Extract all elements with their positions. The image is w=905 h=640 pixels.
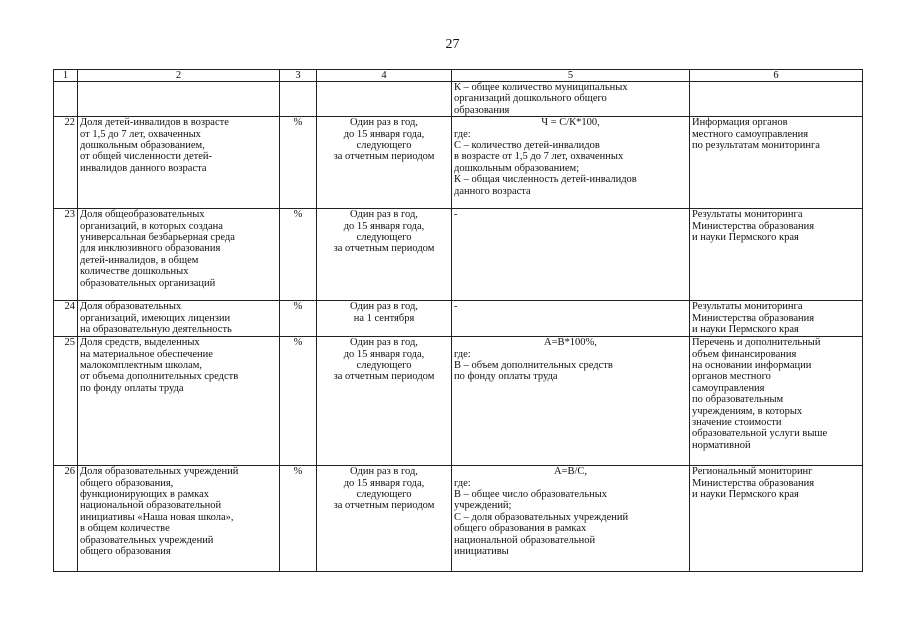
period-line: до 15 января года, — [343, 220, 425, 232]
indicator-cell — [78, 209, 280, 301]
row-number-cell: 24 — [54, 301, 78, 337]
method-cell — [452, 117, 690, 209]
column-header: 2 — [78, 70, 280, 82]
source-cell — [690, 301, 863, 337]
source-cell — [690, 337, 863, 466]
indicator-cell — [78, 301, 280, 337]
indicator-line: общего образования, — [80, 477, 174, 489]
table-row — [54, 209, 863, 301]
source-line: самоуправления — [692, 382, 765, 394]
indicator-line: Доля общеобразовательных — [80, 209, 205, 221]
period-line: Один раз в год, — [350, 301, 418, 313]
unit-cell: % — [280, 209, 317, 301]
indicator-line: от объема дополнительных средств — [80, 371, 239, 383]
indicator-line: на материальное обеспечение — [80, 348, 213, 360]
period-line: следующего — [356, 232, 412, 244]
source-line: Министерства образования — [692, 312, 815, 324]
table-row — [54, 301, 863, 337]
method-line: данного возраста — [454, 185, 531, 197]
method-line: - — [454, 301, 458, 313]
method-line: К – общее количество муниципальных — [454, 82, 628, 93]
period-line: до 15 января года, — [343, 128, 425, 140]
source-line: нормативной — [692, 439, 751, 451]
source-line: образовательной услуги выше — [692, 428, 828, 440]
method-line: С – количество детей-инвалидов — [454, 140, 600, 152]
method-line: К – общая численность детей-инвалидов — [454, 174, 637, 186]
method-line: инициативы — [454, 546, 509, 558]
period-line: за отчетным периодом — [333, 151, 435, 163]
indicator-line: в общем количестве — [80, 523, 170, 535]
period-cell — [317, 82, 452, 117]
method-line: В – объем дополнительных средств — [454, 360, 613, 372]
formula: А=В*100%, — [544, 337, 597, 349]
period-cell — [317, 337, 452, 466]
period-line: следующего — [356, 140, 412, 152]
source-line: значение стоимости — [692, 417, 782, 429]
source-cell — [690, 466, 863, 572]
method-line: С – доля образовательных учреждений — [454, 511, 629, 523]
period-line: Один раз в год, — [350, 337, 418, 349]
source-line: Региональный мониторинг — [692, 466, 813, 478]
method-cell — [452, 209, 690, 301]
unit-cell: % — [280, 337, 317, 466]
source-line: Перечень и дополнительный — [692, 337, 821, 349]
indicator-cell — [78, 337, 280, 466]
row-number-cell: 22 — [54, 117, 78, 209]
row-number-cell: 23 — [54, 209, 78, 301]
period-line: на 1 сентября — [353, 312, 415, 324]
source-line: Результаты мониторинга — [692, 209, 803, 221]
method-line: организаций дошкольного общего — [454, 93, 607, 105]
table-row — [54, 82, 863, 117]
unit-cell: % — [280, 117, 317, 209]
source-line: по образовательным — [692, 394, 784, 406]
indicator-line: дошкольным образованием, — [80, 140, 205, 152]
period-line: за отчетным периодом — [333, 500, 435, 512]
period-line: до 15 января года, — [343, 477, 425, 489]
unit-cell — [280, 82, 317, 117]
indicator-line: для инклюзивного образования — [80, 243, 221, 255]
column-header: 3 — [280, 70, 317, 82]
source-cell — [690, 117, 863, 209]
table-row — [54, 466, 863, 572]
period-line: до 15 января года, — [343, 348, 425, 360]
formula: А=В/С, — [553, 466, 588, 478]
indicator-line: количестве дошкольных — [80, 266, 189, 278]
method-cell — [452, 301, 690, 337]
column-header: 4 — [317, 70, 452, 82]
source-line: Результаты мониторинга — [692, 301, 803, 313]
indicator-cell — [78, 466, 280, 572]
column-number-header — [54, 70, 863, 82]
period-line: следующего — [356, 360, 412, 372]
table-row — [54, 117, 863, 209]
period-line: следующего — [356, 489, 412, 501]
indicator-line: организаций, имеющих лицензии — [80, 312, 231, 324]
source-line: по результатам мониторинга — [692, 140, 820, 152]
column-header: 6 — [690, 70, 863, 82]
row-number-cell: 26 — [54, 466, 78, 572]
indicator-line: детей-инвалидов, в общем — [80, 254, 199, 266]
method-line: общего образования в рамках — [454, 523, 587, 535]
indicator-line: универсальная безбарьерная среда — [80, 232, 235, 244]
method-line: по фонду оплаты труда — [454, 371, 558, 383]
indicator-line: образовательных организаций — [80, 277, 216, 289]
period-cell — [317, 209, 452, 301]
formula: Ч = С/К*100, — [541, 117, 600, 129]
source-line: объем финансирования — [692, 348, 797, 360]
period-cell — [317, 466, 452, 572]
method-line: - — [454, 209, 458, 221]
indicator-line: организаций, в которых создана — [80, 220, 223, 232]
indicator-line: от 1,5 до 7 лет, охваченных — [80, 128, 201, 140]
method-line: дошкольным образованием; — [454, 162, 580, 174]
source-line: на основании информации — [692, 360, 812, 372]
period-cell — [317, 301, 452, 337]
source-cell — [690, 82, 863, 117]
indicator-cell — [78, 82, 280, 117]
table-body — [54, 82, 863, 572]
indicator-line: Доля детей-инвалидов в возрасте — [80, 117, 229, 129]
method-cell — [452, 82, 690, 117]
page-number: 27 — [445, 37, 460, 52]
source-line: и науки Пермского края — [692, 232, 799, 244]
method-line: где: — [454, 348, 471, 360]
period-line: Один раз в год, — [350, 209, 418, 221]
method-cell — [452, 466, 690, 572]
column-header: 1 — [54, 70, 78, 82]
indicator-cell — [78, 117, 280, 209]
method-line: национальной образовательной — [454, 534, 596, 546]
indicators-table — [53, 69, 863, 572]
source-line: местного самоуправления — [692, 128, 809, 140]
period-line: Один раз в год, — [350, 117, 418, 129]
indicator-line: образовательных учреждений — [80, 534, 214, 546]
indicator-line: малокомплектным школам, — [80, 360, 203, 372]
period-cell — [317, 117, 452, 209]
indicator-line: общего образования — [80, 546, 171, 558]
unit-cell: % — [280, 466, 317, 572]
unit-cell: % — [280, 301, 317, 337]
source-line: органов местного — [692, 371, 771, 383]
method-line: учреждений; — [454, 500, 512, 512]
indicator-line: функционирующих в рамках — [80, 489, 210, 501]
row-number-cell: 25 — [54, 337, 78, 466]
indicator-line: на образовательную деятельность — [80, 324, 232, 336]
indicator-line: Доля образовательных учреждений — [80, 466, 239, 478]
indicator-line: от общей численности детей- — [80, 151, 212, 163]
method-line: где: — [454, 128, 471, 140]
method-line: где: — [454, 477, 471, 489]
column-header: 5 — [452, 70, 690, 82]
indicator-line: Доля образовательных — [80, 301, 182, 313]
indicator-line: национальной образовательной — [80, 500, 222, 512]
period-line: за отчетным периодом — [333, 243, 435, 255]
indicator-line: Доля средств, выделенных — [80, 337, 200, 349]
method-line: образования — [454, 104, 510, 116]
source-line: Министерства образования — [692, 477, 815, 489]
source-line: и науки Пермского края — [692, 489, 799, 501]
indicator-line: инвалидов данного возраста — [80, 162, 207, 174]
period-line: Один раз в год, — [350, 466, 418, 478]
row-number-cell — [54, 82, 78, 117]
source-line: учреждениям, в которых — [692, 405, 803, 417]
source-cell — [690, 209, 863, 301]
source-line: и науки Пермского края — [692, 324, 799, 336]
method-line: В – общее число образовательных — [454, 489, 608, 501]
indicator-line: инициативы «Наша новая школа», — [80, 511, 234, 523]
method-cell — [452, 337, 690, 466]
indicator-line: по фонду оплаты труда — [80, 382, 184, 394]
source-line: Министерства образования — [692, 220, 815, 232]
period-line: за отчетным периодом — [333, 371, 435, 383]
source-line: Информация органов — [692, 117, 788, 129]
table-row — [54, 337, 863, 466]
method-line: в возрасте от 1,5 до 7 лет, охваченных — [454, 151, 624, 163]
